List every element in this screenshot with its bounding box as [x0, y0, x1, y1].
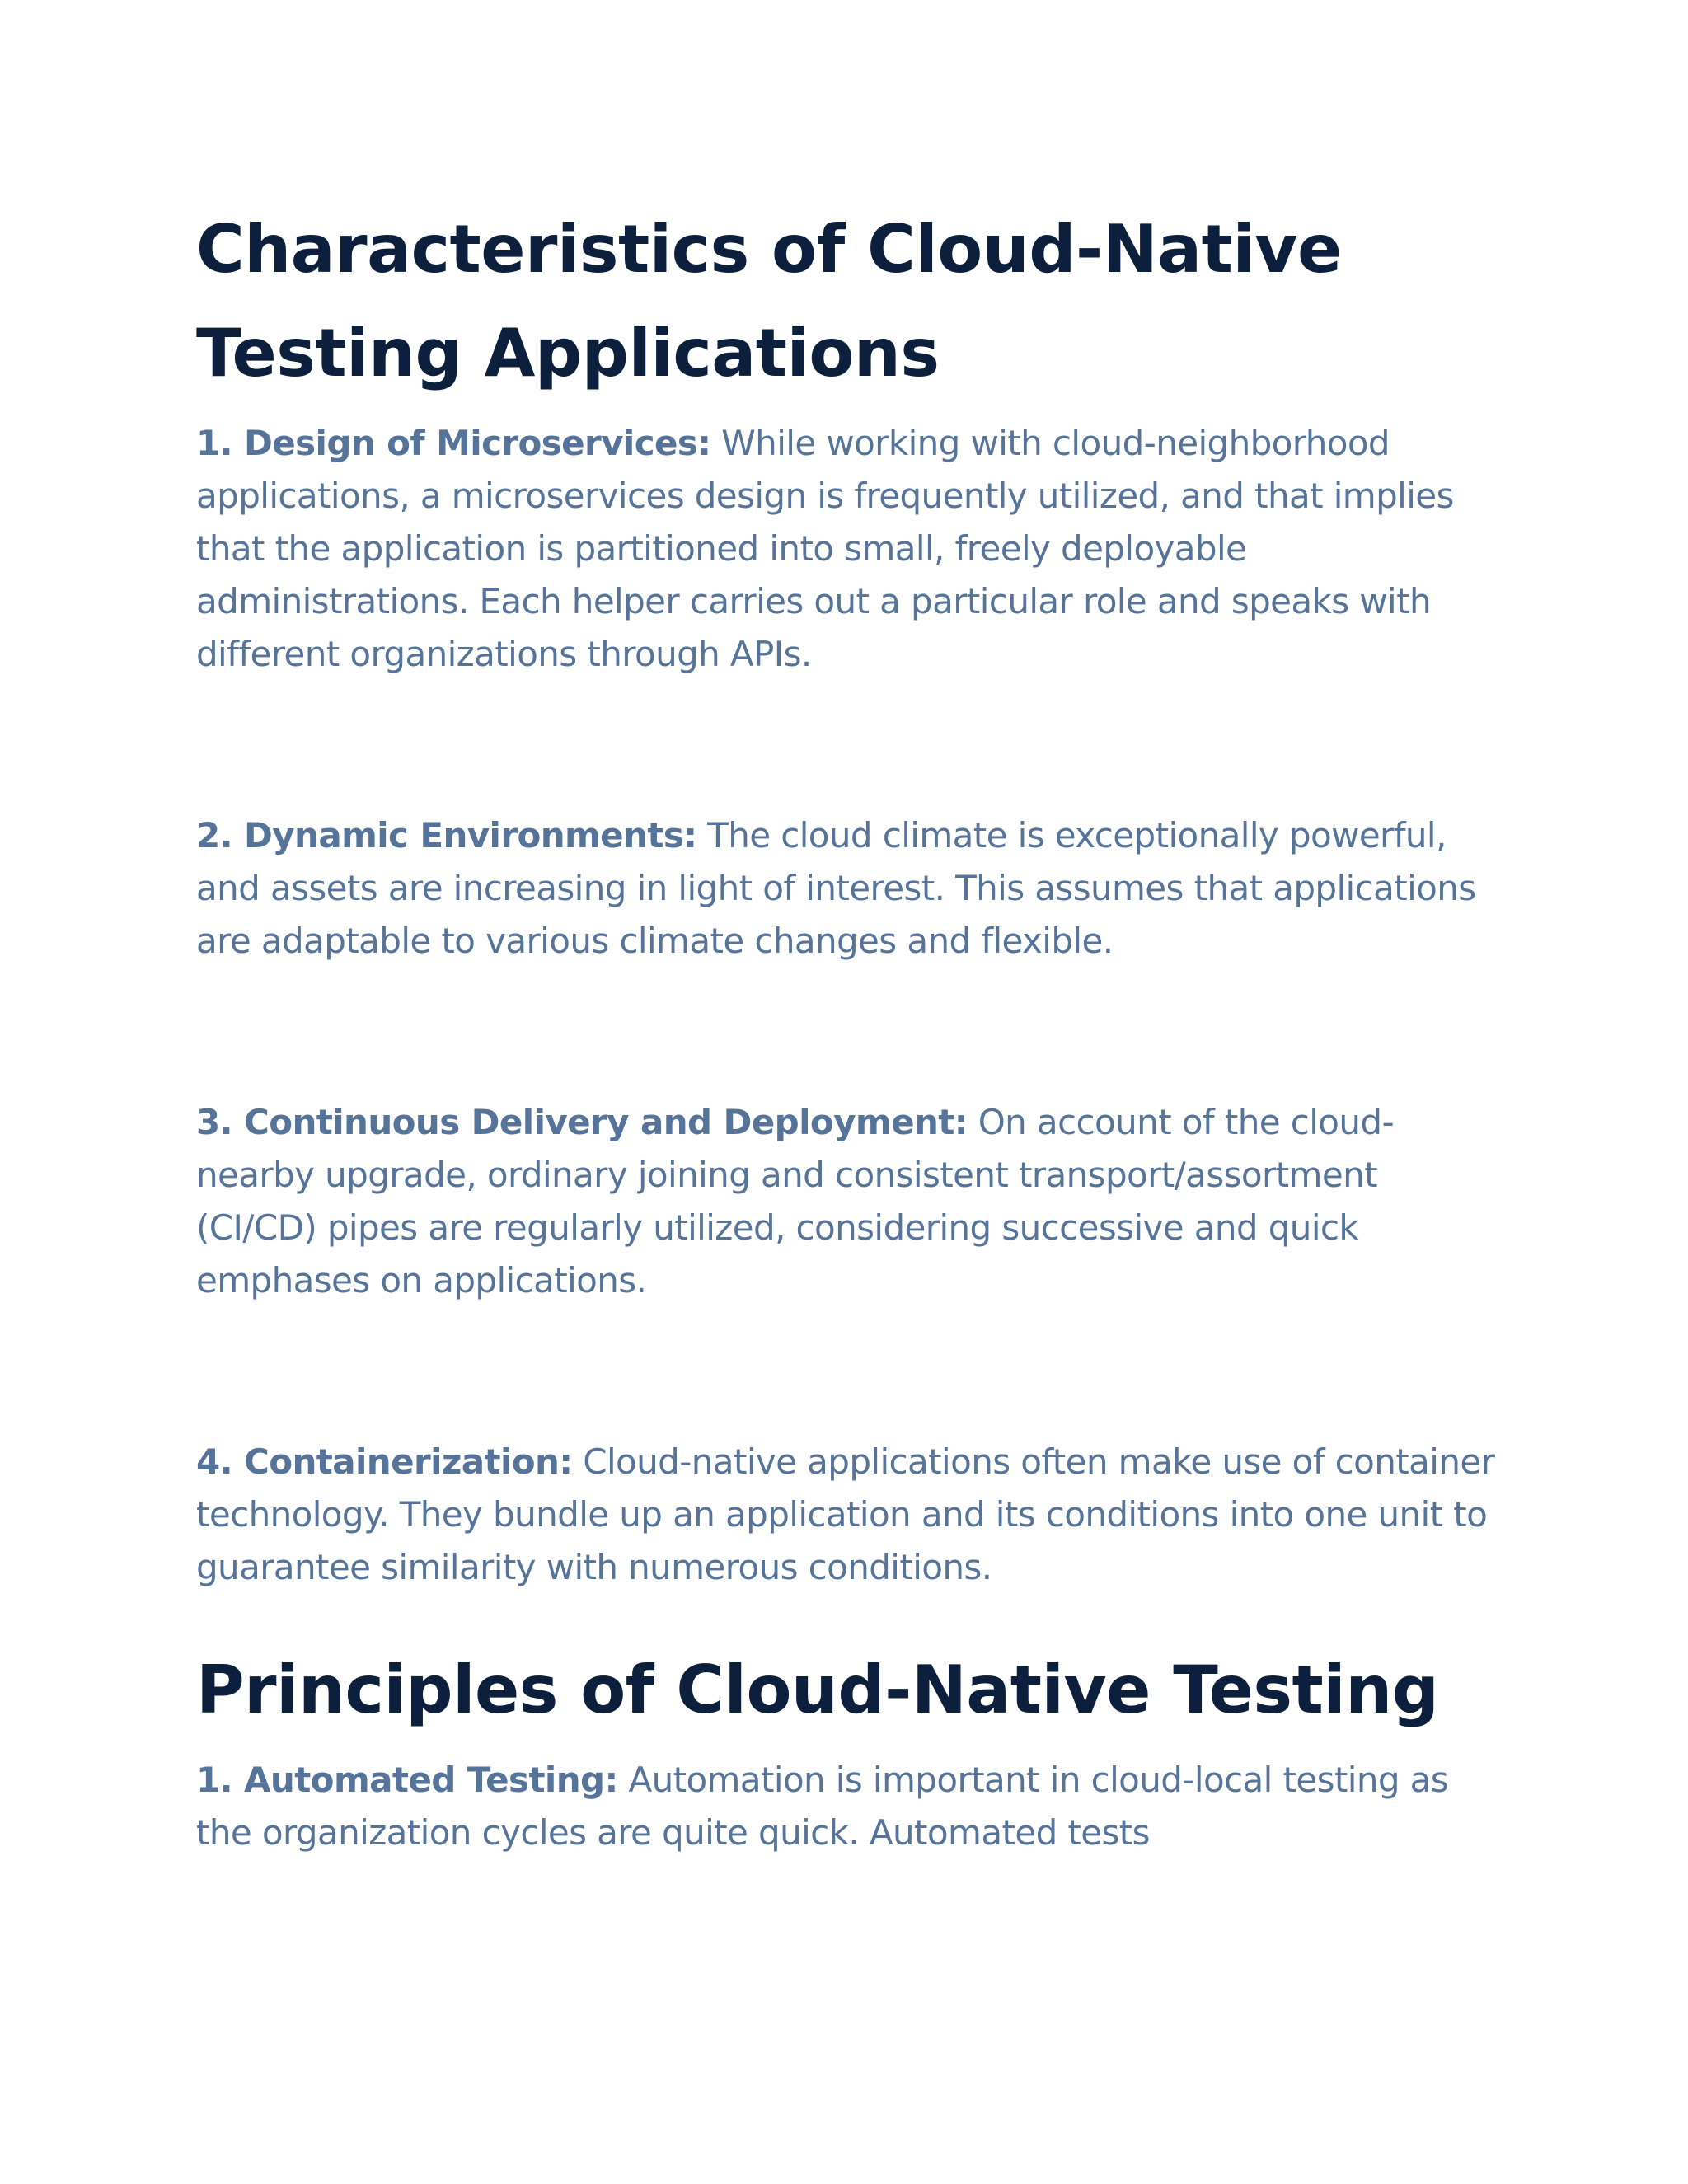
section-heading-principles: Principles of Cloud-Native Testing	[196, 1652, 1439, 1728]
paragraph-lead: 1. Design of Microservices:	[196, 423, 711, 463]
document-page	[196, 198, 1498, 1859]
paragraph-lead: 4. Containerization:	[196, 1441, 573, 1482]
paragraph-lead: 2. Dynamic Environments:	[196, 815, 697, 855]
paragraph-continuous-delivery	[196, 1096, 1498, 1307]
paragraph-lead: 3. Continuous Delivery and Deployment:	[196, 1102, 968, 1142]
paragraph-lead: 1. Automated Testing:	[196, 1760, 618, 1800]
paragraph-text: The cloud climate is exceptionally powerful, and assets are increasing in light of interest. This assumes that applications are adaptable to various climate changes and flexible.	[196, 815, 1476, 961]
paragraph-design-of-microservices	[196, 417, 1498, 681]
paragraph-text: Cloud-native applications often make use of container technology. They bundle up an application and its conditions into one unit to guarantee similarity with numerous conditions.	[196, 1441, 1495, 1587]
section-heading-characteristics: Characteristics of Cloud-Native Testing Applications	[196, 211, 1342, 391]
paragraph-text: While working with cloud-neighborhood applications, a microservices design is frequently utilized, and that implies that the application is partitioned into small, freely deployable administrations. Each helper carries out a particular role and speaks with different organizations through APIs.	[196, 423, 1454, 674]
paragraph-dynamic-environments	[196, 809, 1498, 968]
paragraph-text: Automation is important in cloud-local testing as the organization cycles are quite quick. Automated tests	[196, 1760, 1449, 1853]
paragraph-containerization	[196, 1436, 1498, 1594]
paragraph-automated-testing	[196, 1754, 1498, 1859]
paragraph-text: On account of the cloud-nearby upgrade, ordinary joining and consistent transport/assortment (CI/CD) pipes are regularly utilized, considering successive and quick emphases on applications.	[196, 1102, 1395, 1301]
